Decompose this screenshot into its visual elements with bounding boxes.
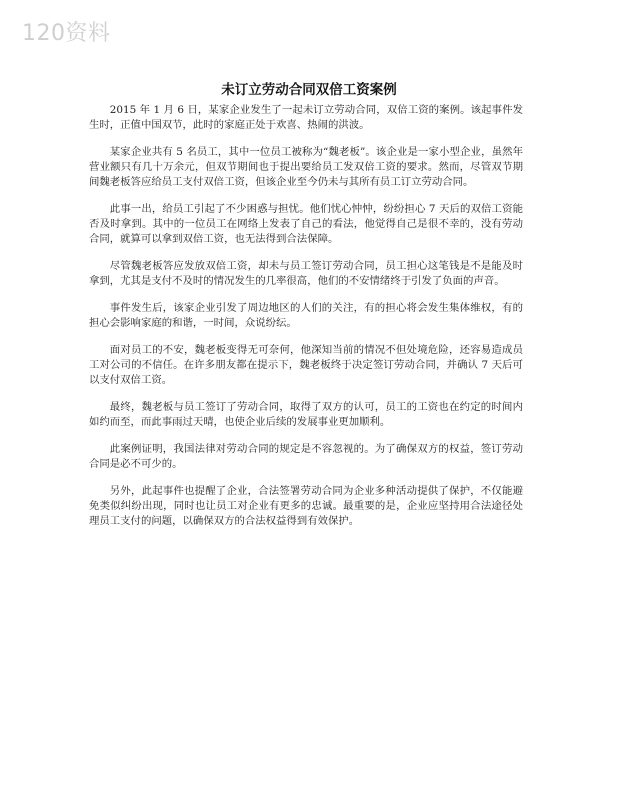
paragraph-9: 另外，此起事件也提醒了企业，合法签署劳动合同为企业多种活动提供了保护，不仅能避免类似纠纷出现，同时也让员工对企业有更多的忠诚。最重要的是，企业应坚持用合法途径处理员工支付的问题，以确保双方的合法权益得到有效保护。 (89, 485, 523, 527)
paragraph-2: 某家企业共有 5 名员工，其中一位员工被称为“魏老板”。该企业是一家小型企业，虽然年营业额只有几十万余元，但双节期间也于提出要给员工发双倍工资的要求。然而，尽管双节期间魏老板答应给员工支付双倍工资，但该企业至今仍未与其所有员工订立劳动合同。 (89, 146, 523, 188)
document-title: 未订立劳动合同双倍工资案例 (221, 82, 397, 98)
paragraph-5: 事件发生后，该家企业引发了周边地区的人们的关注，有的担心将会发生集体维权，有的担心会影响家庭的和谐，一时间，众说纷纭。 (89, 302, 523, 329)
article-body (89, 103, 523, 541)
paragraph-4: 尽管魏老板答应发放双倍工资，却未与员工签订劳动合同，员工担心这笔钱是不是能及时拿到，尤其是支付不及时的情况发生的几率很高，他们的不安情绪终于引发了负面的声音。 (89, 260, 523, 287)
paragraph-3: 此事一出，给员工引起了不少困惑与担忧。他们忧心忡忡，纷纷担心 7 天后的双倍工资能否及时拿到。其中的一位员工在网络上发表了自己的看法，他觉得自己是很不幸的，没有劳动合同，就算可以拿到双倍工资，也无法得到合法保障。 (89, 203, 523, 245)
paragraph-7: 最终，魏老板与员工签订了劳动合同，取得了双方的认可，员工的工资也在约定的时间内如约而至，而此事雨过天晴，也使企业后续的发展事业更加顺利。 (89, 401, 523, 428)
watermark-logo: 120资料 (22, 21, 111, 46)
paragraph-1: 2015 年 1 月 6 日，某家企业发生了一起未订立劳动合同，双倍工资的案例。该起事件发生时，正值中国双节，此时的家庭正处于欢喜、热闹的洪波。 (89, 104, 523, 131)
paragraph-6: 面对员工的不安，魏老板变得无可奈何，他深知当前的情况不但处境危险，还容易造成员工对公司的不信任。在许多朋友都在提示下，魏老板终于决定签订劳动合同，并确认 7 天后可以支付双倍工资。 (89, 344, 523, 386)
paragraph-8: 此案例证明，我国法律对劳动合同的规定是不容忽视的。为了确保双方的权益，签订劳动合同是必不可少的。 (89, 443, 523, 470)
